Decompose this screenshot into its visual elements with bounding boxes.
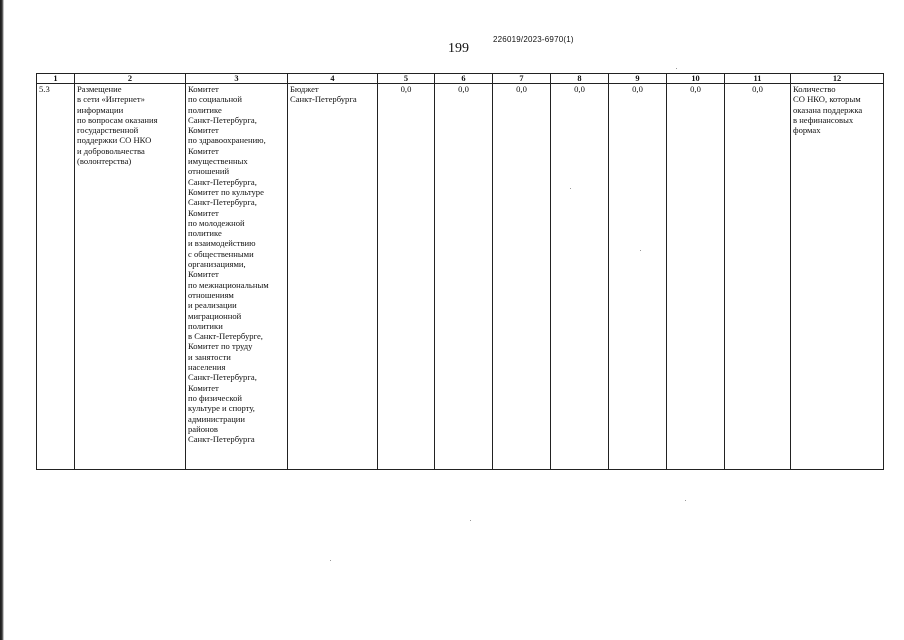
- column-header-2: 2: [75, 74, 186, 84]
- scan-speck: [470, 520, 471, 521]
- column-header-10: 10: [667, 74, 725, 84]
- column-header-4: 4: [288, 74, 378, 84]
- column-header-8: 8: [551, 74, 609, 84]
- cell-indicator-description: Количество СО НКО, которым оказана поддержка в нефинансовых формах: [791, 84, 884, 470]
- column-header-11: 11: [725, 74, 791, 84]
- cell-item-number: 5.3: [37, 84, 75, 470]
- page-number: 199: [448, 41, 469, 56]
- table-header-row: [37, 74, 884, 84]
- cell-value-7: 0,0: [493, 84, 551, 470]
- column-header-7: 7: [493, 74, 551, 84]
- column-header-6: 6: [435, 74, 493, 84]
- registration-number: 226019/2023-6970(1): [493, 35, 574, 44]
- cell-responsible-executors: Комитет по социальной политике Санкт-Петербурга, Комитет по здравоохранению, Комитет имущественных отношений Санкт-Петербурга, Комитет по культуре Санкт-Петербурга, Комитет по молодежной политике и взаимодействию с общественными организациями, Комитет по межнациональным отношениям и реализации миграционной политики в Санкт-Петербурге, Комитет по труду и занятости населения Санкт-Петербурга, Комитет по физической культуре и спорту, администрации районов Санкт-Петербурга: [186, 84, 288, 470]
- cell-value-10: 0,0: [667, 84, 725, 470]
- column-header-12: 12: [791, 74, 884, 84]
- column-header-9: 9: [609, 74, 667, 84]
- cell-value-6: 0,0: [435, 84, 493, 470]
- column-header-5: 5: [378, 74, 435, 84]
- scan-speck: [685, 500, 686, 501]
- scan-speck: [570, 188, 571, 189]
- document-table: [36, 73, 884, 470]
- cell-value-8: 0,0: [551, 84, 609, 470]
- cell-value-5: 0,0: [378, 84, 435, 470]
- cell-value-11: 0,0: [725, 84, 791, 470]
- cell-value-9: 0,0: [609, 84, 667, 470]
- cell-funding-source: Бюджет Санкт-Петербурга: [288, 84, 378, 470]
- column-header-1: 1: [37, 74, 75, 84]
- scan-speck: [676, 68, 677, 69]
- scan-edge: [0, 0, 4, 640]
- cell-activity-name: Размещение в сети «Интернет» информации по вопросам оказания государственной поддержки СО НКО и добровольчества (волонтерства): [75, 84, 186, 470]
- scan-speck: [330, 560, 331, 561]
- table-row: [37, 84, 884, 470]
- column-header-3: 3: [186, 74, 288, 84]
- scan-speck: [640, 250, 641, 251]
